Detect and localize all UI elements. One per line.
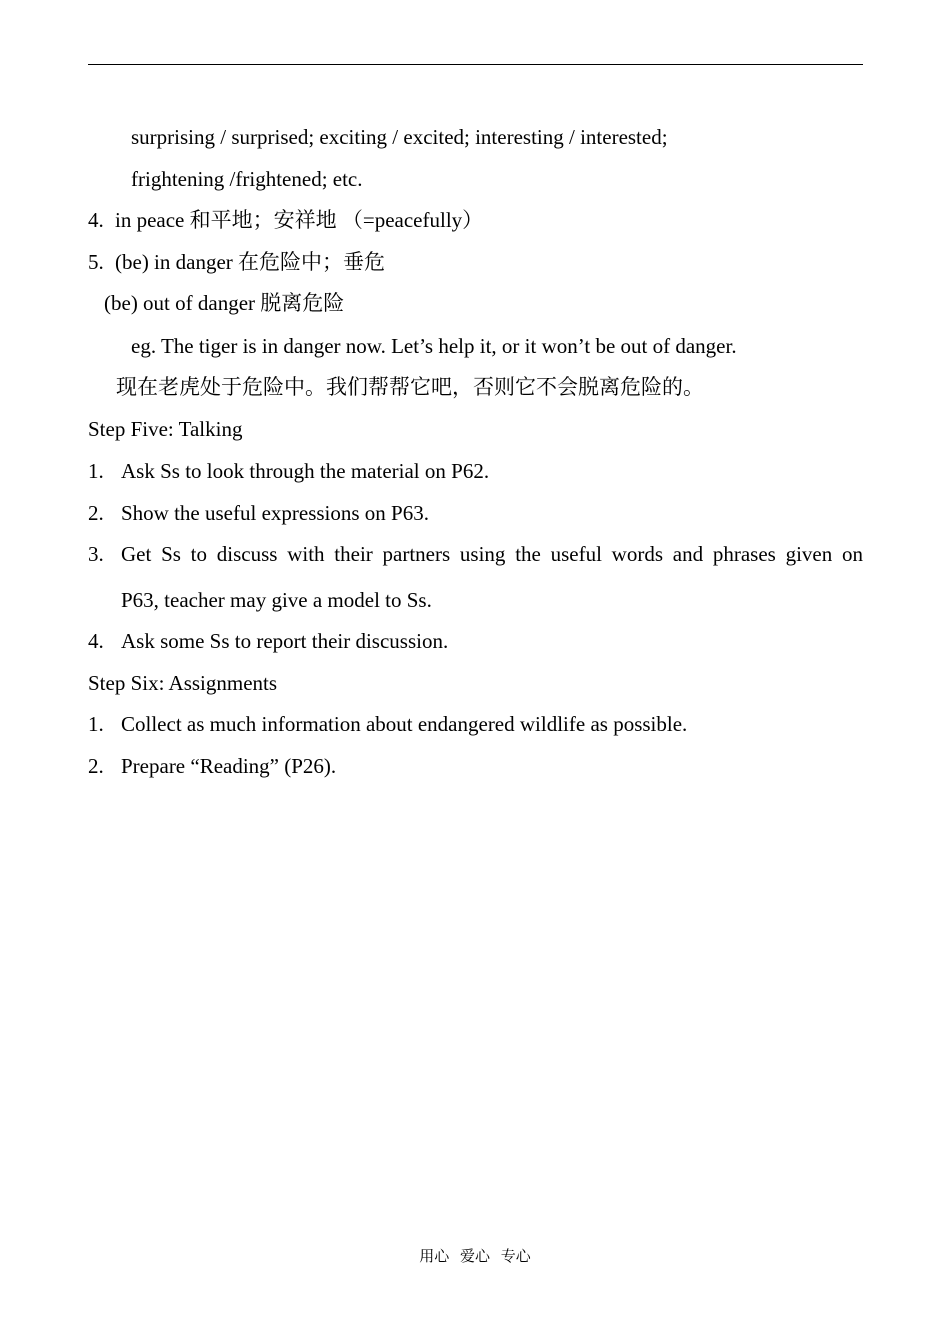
item-number: 2. xyxy=(88,501,104,525)
item-text: Show the useful expressions on P63. xyxy=(121,501,429,525)
text-line xyxy=(104,290,344,316)
item-text: Ask some Ss to report their discussion. xyxy=(121,629,449,653)
heading-text: Step Six: Assignments xyxy=(88,671,278,695)
line-text: 现在老虎处于危险中。我们帮帮它吧，否则它不会脱离危险的。 xyxy=(116,375,704,399)
numbered-item xyxy=(88,628,448,654)
item-text: (be) in danger 在危险中；垂危 xyxy=(115,250,386,274)
numbered-item xyxy=(88,753,336,779)
item-number: 3. xyxy=(88,542,104,566)
line-text: (be) out of danger 脱离危险 xyxy=(104,291,345,315)
line-text: frightening /frightened; etc. xyxy=(131,167,363,191)
text-line xyxy=(121,587,432,613)
item-number: 2. xyxy=(88,754,104,778)
header-rule xyxy=(88,64,863,65)
item-text: Collect as much information about endangered wildlife as possible. xyxy=(121,712,688,736)
item-number: 1. xyxy=(88,459,104,483)
numbered-item xyxy=(88,500,429,526)
numbered-item xyxy=(88,249,385,275)
item-number: 1. xyxy=(88,712,104,736)
numbered-item xyxy=(88,207,483,233)
item-text: Prepare “Reading” (P26). xyxy=(121,754,337,778)
text-line xyxy=(131,166,363,192)
example-sentence xyxy=(131,333,737,359)
item-number: 4. xyxy=(88,208,104,232)
step-heading xyxy=(88,416,242,442)
heading-text: Step Five: Talking xyxy=(88,417,243,441)
item-text: in peace 和平地；安祥地 （=peacefully） xyxy=(115,208,484,232)
page-footer: 用心 爱心 专心 xyxy=(419,1247,531,1265)
item-number: 5. xyxy=(88,250,104,274)
line-text: P63, teacher may give a model to Ss. xyxy=(121,588,432,612)
numbered-item xyxy=(88,541,863,567)
line-text: eg. The tiger is in danger now. Let’s help it, or it won’t be out of danger. xyxy=(131,334,737,358)
example-translation xyxy=(116,374,704,400)
item-text: Ask Ss to look through the material on P62. xyxy=(121,459,490,483)
line-text: surprising / surprised; exciting / excited; interesting / interested; xyxy=(131,125,668,149)
item-number: 4. xyxy=(88,629,104,653)
numbered-item xyxy=(88,458,489,484)
step-heading xyxy=(88,670,277,696)
item-text: Get Ss to discuss with their partners using the useful words and phrases given on xyxy=(121,542,863,566)
numbered-item xyxy=(88,711,687,737)
text-line xyxy=(131,124,668,150)
